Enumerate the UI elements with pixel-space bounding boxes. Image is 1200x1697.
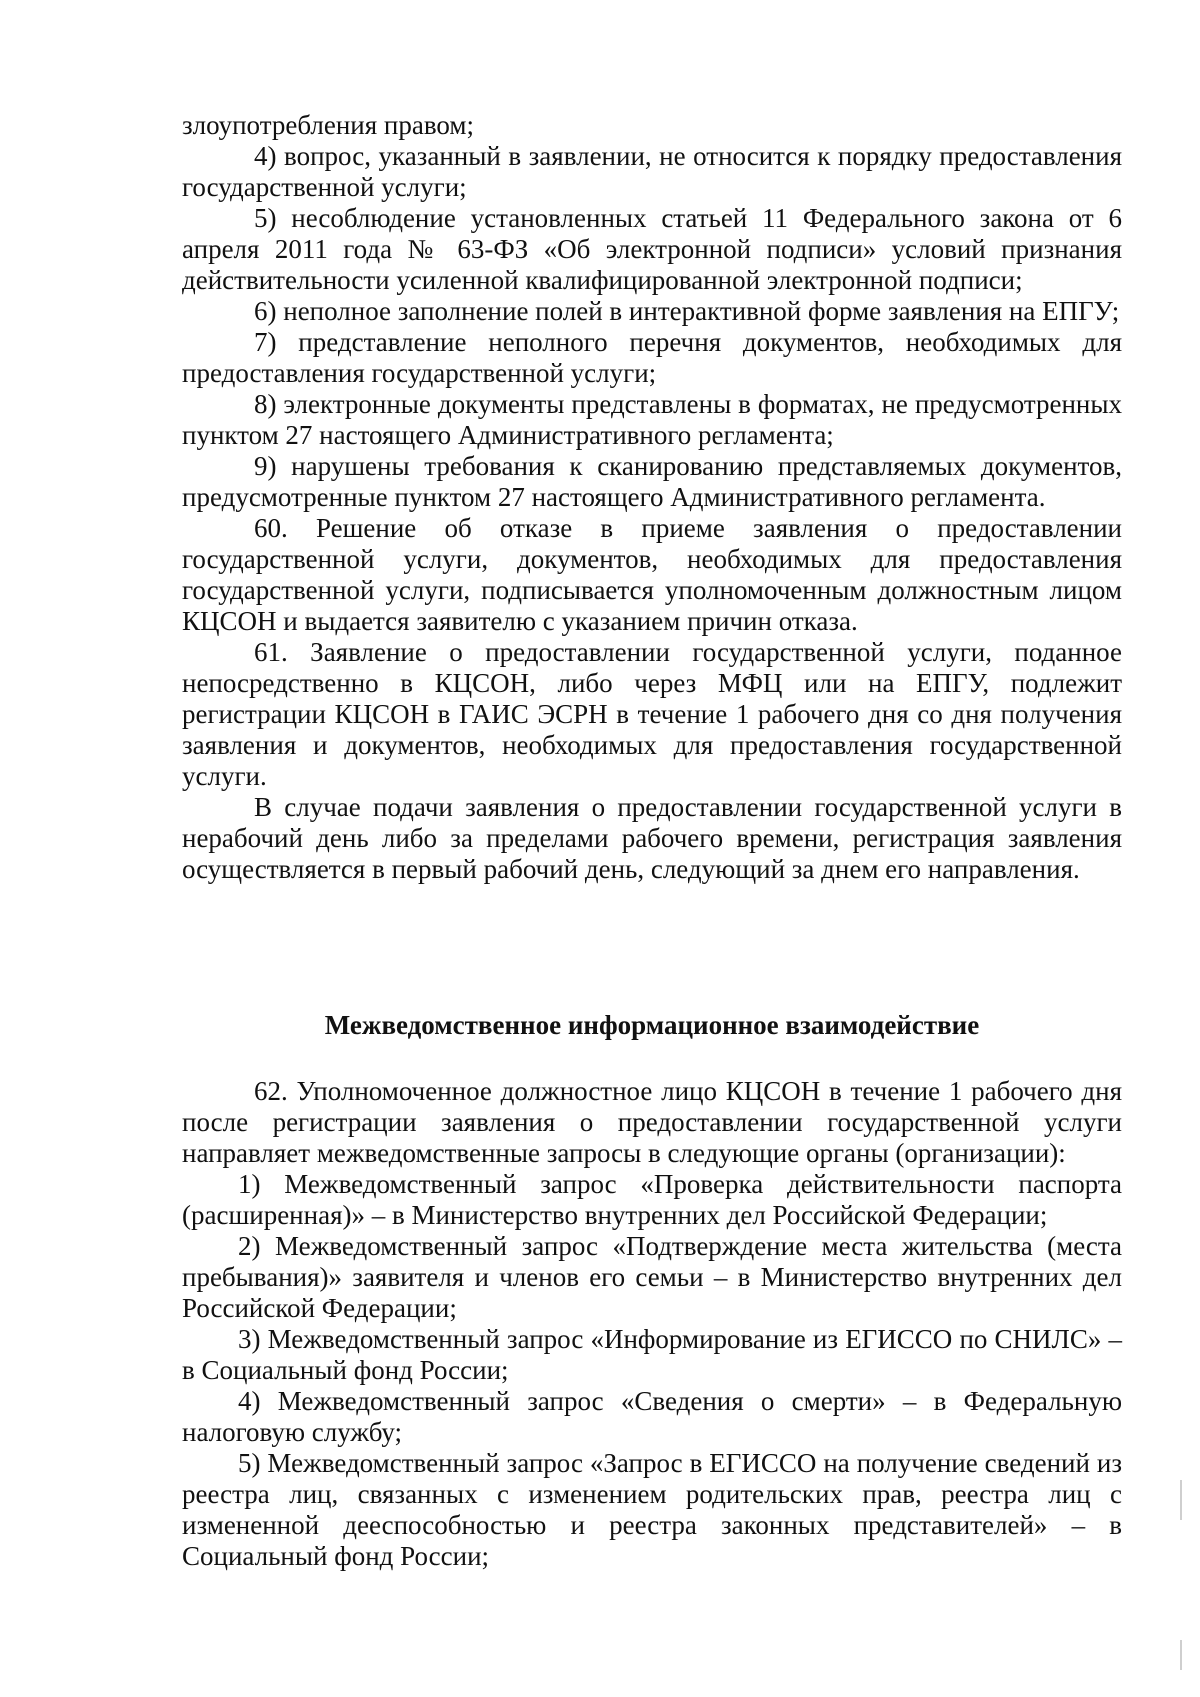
scan-edge-mark [1180,1480,1182,1520]
request-item-1: 1) Межведомственный запрос «Проверка действительности паспорта (расширенная)» – в Министерство внутренних дел Российской Федерации; [182,1169,1122,1230]
list-item-5: 5) несоблюдение установленных статьей 11 Федерального закона от 6 апреля 2011 года № 63-ФЗ «Об электронной подписи» условий признания действительности усиленной квалифицированной электронной подписи; [182,203,1122,295]
paragraph-62: 62. Уполномоченное должностное лицо КЦСОН в течение 1 рабочего дня после регистрации заявления о предоставлении государственной услуги направляет межведомственные запросы в следующие органы (организации): [182,1076,1122,1168]
paragraph-continuation: злоупотребления правом; [182,110,474,140]
request-item-3: 3) Межведомственный запрос «Информирование из ЕГИССО по СНИЛС» – в Социальный фонд России; [182,1324,1122,1385]
body-text-bottom [182,1076,1122,1572]
paragraph-61-continued: В случае подачи заявления о предоставлении государственной услуги в нерабочий день либо за пределами рабочего времени, регистрация заявления осуществляется в первый рабочий день, следующий за днем его направления. [182,792,1122,884]
paragraph-60: 60. Решение об отказе в приеме заявления о предоставлении государственной услуги, документов, необходимых для предоставления государственной услуги, подписывается уполномоченным должностным лицом КЦСОН и выдается заявителю с указанием причин отказа. [182,513,1122,636]
paragraph-61: 61. Заявление о предоставлении государственной услуги, поданное непосредственно в КЦСОН, либо через МФЦ или на ЕПГУ, подлежит регистрации КЦСОН в ГАИС ЭСРН в течение 1 рабочего дня со дня получения заявления и документов, необходимых для предоставления государственной услуги. [182,637,1122,791]
request-item-5: 5) Межведомственный запрос «Запрос в ЕГИССО на получение сведений из реестра лиц, связанных с изменением родительских прав, реестра лиц с измененной дееспособностью и реестра законных представителей» – в Социальный фонд России; [182,1448,1122,1571]
list-item-6: 6) неполное заполнение полей в интерактивной форме заявления на ЕПГУ; [254,296,1120,326]
body-text-top [182,110,1122,885]
section-heading: Межведомственное информационное взаимодействие [324,1010,980,1040]
scan-edge-mark [1180,1640,1182,1670]
list-item-4: 4) вопрос, указанный в заявлении, не относится к порядку предоставления государственной услуги; [182,141,1122,202]
list-item-7: 7) представление неполного перечня документов, необходимых для предоставления государственной услуги; [182,327,1122,388]
request-item-4: 4) Межведомственный запрос «Сведения о смерти» – в Федеральную налоговую службу; [182,1386,1122,1447]
list-item-9: 9) нарушены требования к сканированию представляемых документов, предусмотренные пунктом 27 настоящего Административного регламента. [182,451,1122,512]
request-item-2: 2) Межведомственный запрос «Подтверждение места жительства (места пребывания)» заявителя и членов его семьи – в Министерство внутренних дел Российской Федерации; [182,1231,1122,1323]
list-item-8: 8) электронные документы представлены в форматах, не предусмотренных пунктом 27 настоящего Административного регламента; [182,389,1122,450]
